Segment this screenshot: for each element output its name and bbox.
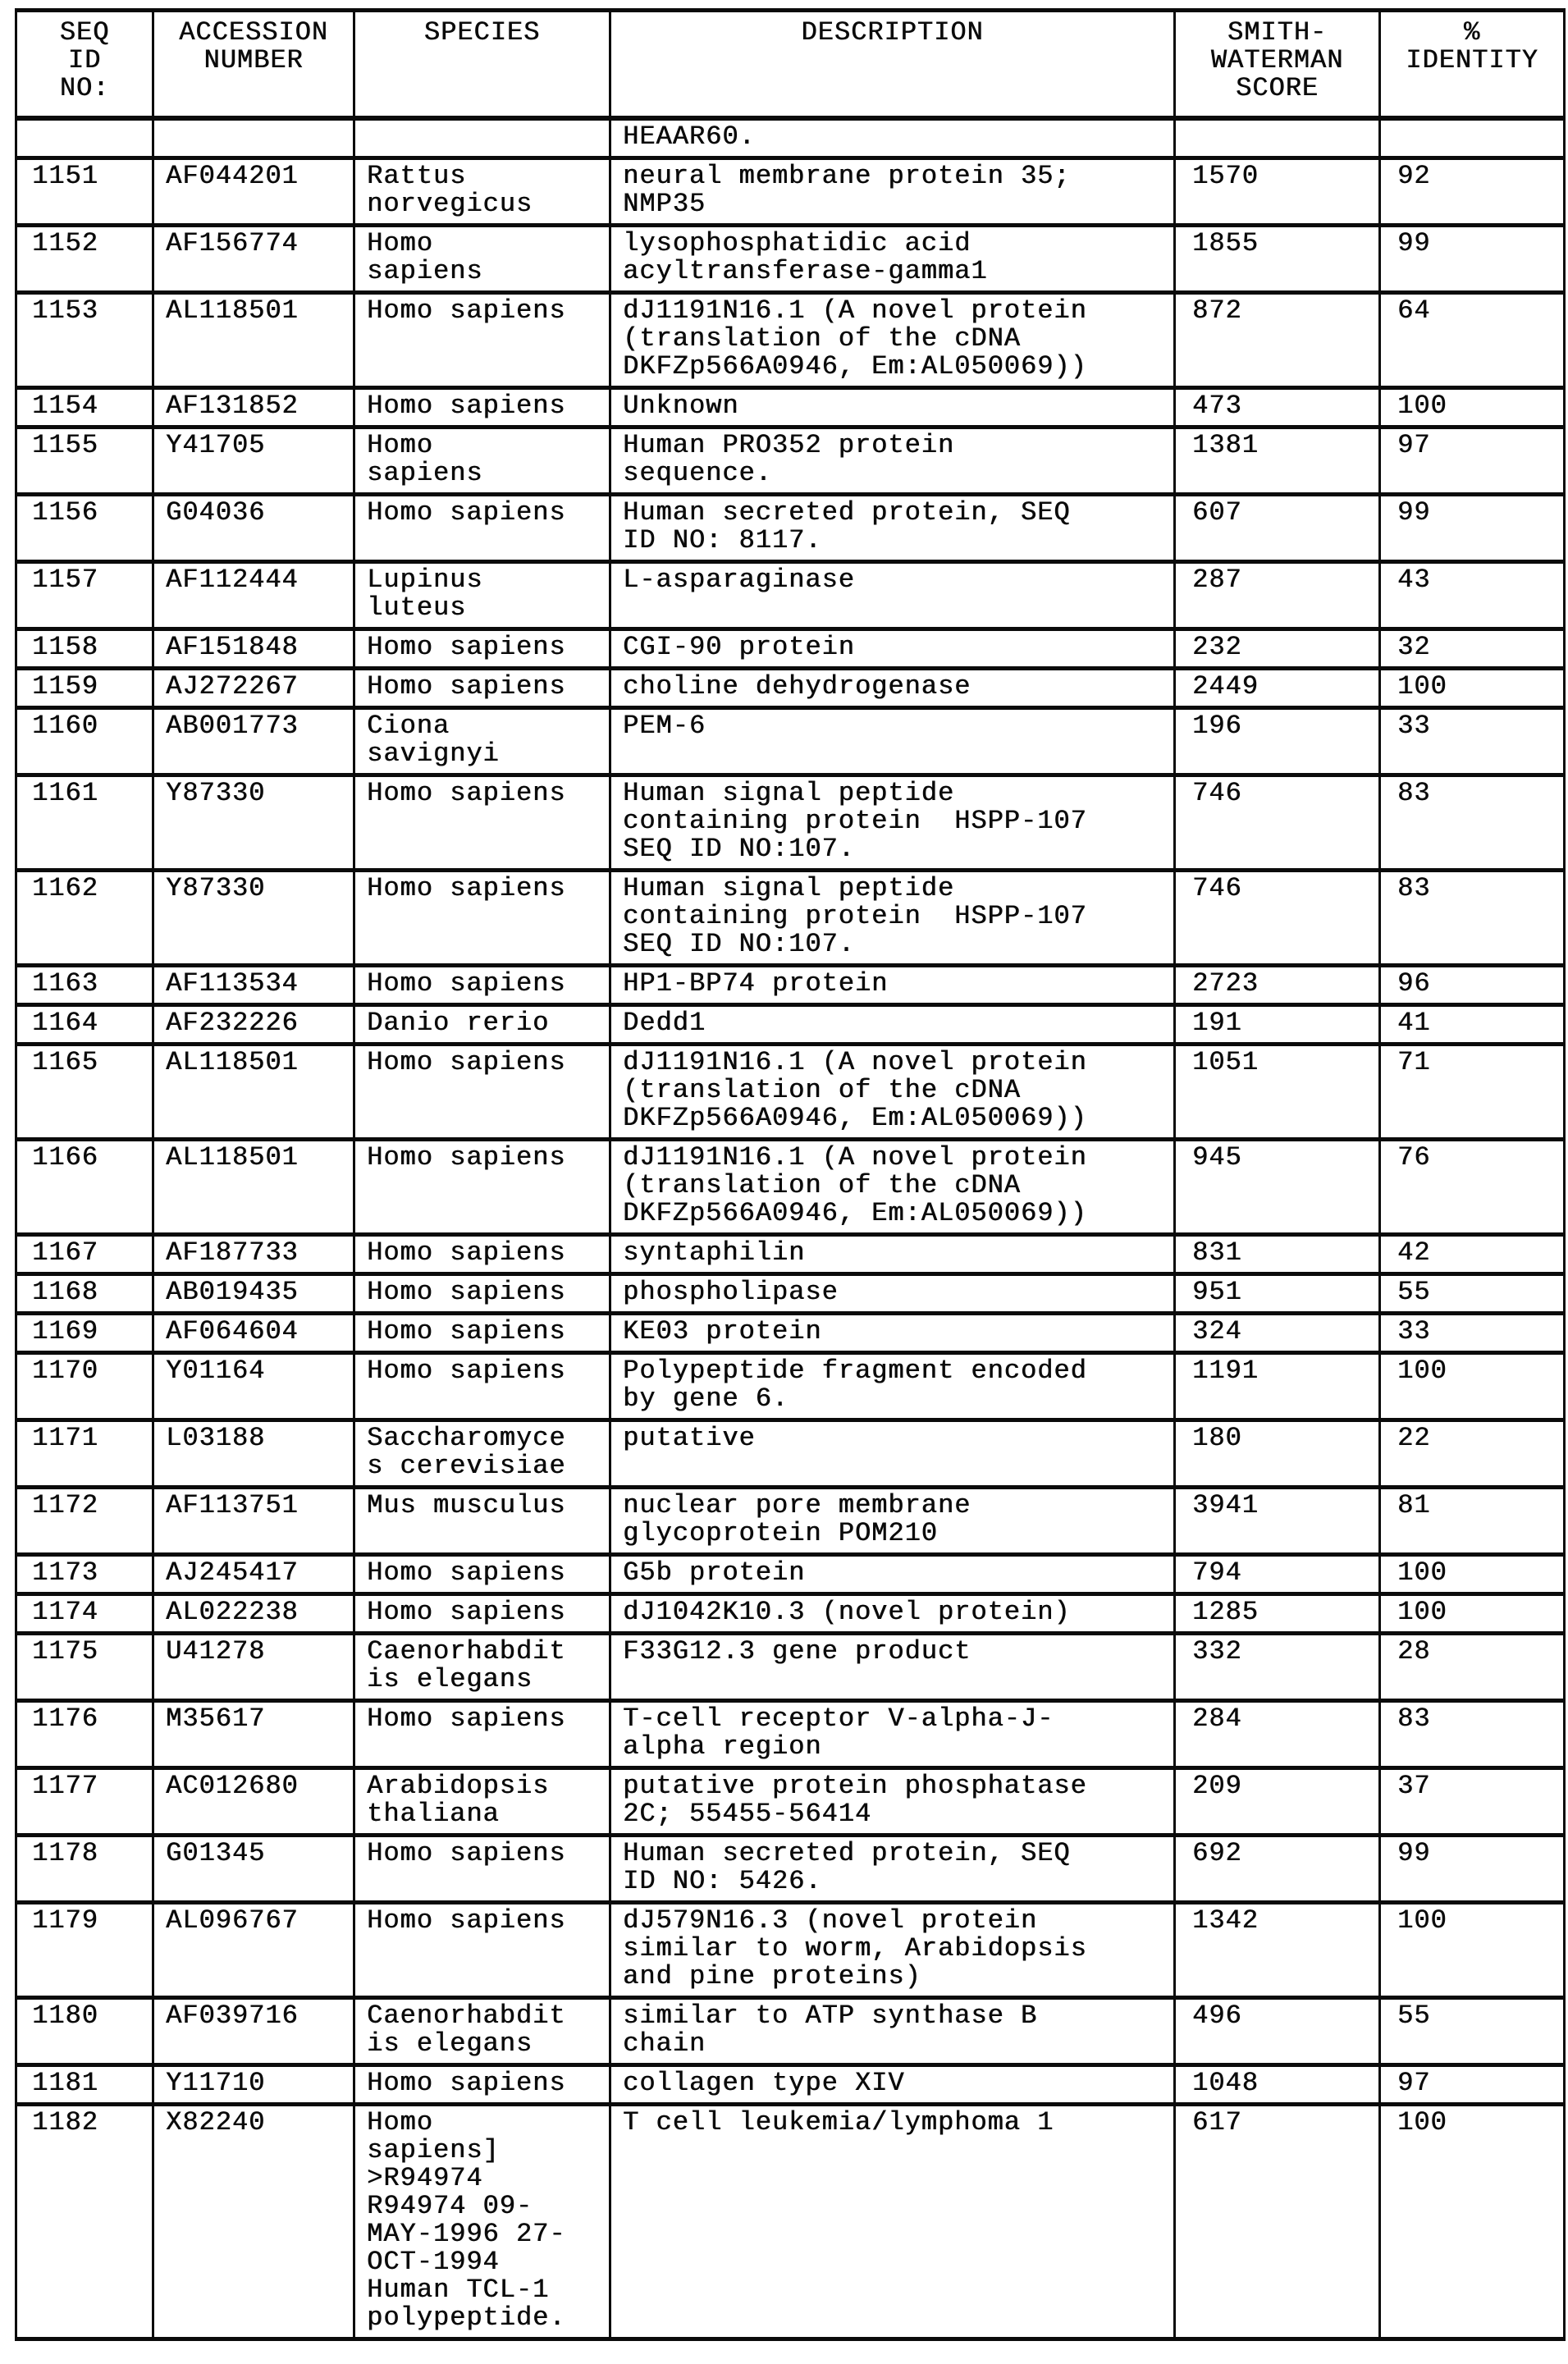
- cell-species: Homo sapiens: [354, 1235, 610, 1274]
- cell-description: G5b protein: [610, 1555, 1175, 1594]
- cell-species: Homo sapiens: [354, 2065, 610, 2105]
- table-row: [16, 1488, 1565, 1555]
- cell-accession: AF131852: [153, 388, 354, 428]
- cell-accession: AF064604: [153, 1314, 354, 1353]
- cell-identity: 83: [1380, 871, 1565, 966]
- cell-identity: 99: [1380, 1836, 1565, 1903]
- cell-species: Ciona savignyi: [354, 708, 610, 775]
- cell-accession: X82240: [153, 2105, 354, 2339]
- table-row: [16, 1634, 1565, 1701]
- table-row: [16, 388, 1565, 428]
- table-header: [16, 11, 1565, 119]
- cell-description: collagen type XIV: [610, 2065, 1175, 2105]
- cell-score: 617: [1175, 2105, 1380, 2339]
- cell-score: 2723: [1175, 966, 1380, 1005]
- cell-seq_id: 1160: [16, 708, 153, 775]
- cell-seq_id: 1177: [16, 1768, 153, 1836]
- cell-score: 209: [1175, 1768, 1380, 1836]
- cell-accession: Y11710: [153, 2065, 354, 2105]
- cell-description: similar to ATP synthase B chain: [610, 1998, 1175, 2065]
- cell-species: Homo sapiens: [354, 1555, 610, 1594]
- cell-identity: 100: [1380, 1555, 1565, 1594]
- table-row: [16, 2065, 1565, 2105]
- cell-accession: L03188: [153, 1420, 354, 1488]
- column-header-score: SMITH- WATERMAN SCORE: [1175, 11, 1380, 119]
- cell-identity: 43: [1380, 562, 1565, 629]
- cell-accession: G01345: [153, 1836, 354, 1903]
- cell-seq_id: 1179: [16, 1903, 153, 1998]
- cell-identity: 33: [1380, 1314, 1565, 1353]
- cell-species: Homo sapiens: [354, 495, 610, 562]
- table-row: [16, 1274, 1565, 1314]
- cell-seq_id: 1167: [16, 1235, 153, 1274]
- cell-description: Human signal peptide containing protein HSPP-107 SEQ ID NO:107.: [610, 775, 1175, 871]
- table-row: [16, 1836, 1565, 1903]
- cell-description: dJ579N16.3 (novel protein similar to worm, Arabidopsis and pine proteins): [610, 1903, 1175, 1998]
- cell-score: 2449: [1175, 669, 1380, 708]
- table-row: [16, 1903, 1565, 1998]
- cell-seq_id: 1152: [16, 226, 153, 293]
- cell-seq_id: 1171: [16, 1420, 153, 1488]
- cell-seq_id: 1182: [16, 2105, 153, 2339]
- cell-accession: AJ245417: [153, 1555, 354, 1594]
- cell-seq_id: 1157: [16, 562, 153, 629]
- table-row: [16, 1768, 1565, 1836]
- table-row: [16, 1140, 1565, 1235]
- cell-seq_id: 1168: [16, 1274, 153, 1314]
- cell-seq_id: 1164: [16, 1005, 153, 1045]
- cell-identity: 100: [1380, 388, 1565, 428]
- cell-seq_id: 1173: [16, 1555, 153, 1594]
- cell-score: 746: [1175, 775, 1380, 871]
- table-row: [16, 428, 1565, 495]
- table-header-row: [16, 11, 1565, 119]
- cell-description: PEM-6: [610, 708, 1175, 775]
- sequence-homology-table: [15, 8, 1566, 2341]
- table-row: [16, 1235, 1565, 1274]
- cell-identity: 28: [1380, 1634, 1565, 1701]
- table-row: [16, 1314, 1565, 1353]
- cell-accession: Y87330: [153, 871, 354, 966]
- cell-description: Polypeptide fragment encoded by gene 6.: [610, 1353, 1175, 1420]
- cell-identity: 97: [1380, 428, 1565, 495]
- cell-description: T-cell receptor V-alpha-J- alpha region: [610, 1701, 1175, 1768]
- cell-description: syntaphilin: [610, 1235, 1175, 1274]
- cell-accession: AF156774: [153, 226, 354, 293]
- cell-identity: 99: [1380, 226, 1565, 293]
- cell-score: 232: [1175, 629, 1380, 669]
- cell-seq_id: 1181: [16, 2065, 153, 2105]
- cell-species: Homo sapiens: [354, 1836, 610, 1903]
- cell-score: 287: [1175, 562, 1380, 629]
- cell-species: Caenorhabdit is elegans: [354, 1998, 610, 2065]
- cell-identity: 83: [1380, 775, 1565, 871]
- cell-species: Rattus norvegicus: [354, 158, 610, 226]
- table-row: [16, 1005, 1565, 1045]
- table-row: [16, 118, 1565, 158]
- cell-species: Lupinus luteus: [354, 562, 610, 629]
- cell-species: Homo sapiens: [354, 1140, 610, 1235]
- table-row: [16, 1555, 1565, 1594]
- cell-species: [354, 118, 610, 158]
- cell-score: 473: [1175, 388, 1380, 428]
- table-row: [16, 629, 1565, 669]
- cell-species: Homo sapiens: [354, 1903, 610, 1998]
- table-row: [16, 1420, 1565, 1488]
- cell-species: Saccharomyce s cerevisiae: [354, 1420, 610, 1488]
- cell-score: 191: [1175, 1005, 1380, 1045]
- cell-species: Homo sapiens: [354, 629, 610, 669]
- cell-seq_id: 1175: [16, 1634, 153, 1701]
- cell-accession: AJ272267: [153, 669, 354, 708]
- cell-accession: AL022238: [153, 1594, 354, 1634]
- table-row: [16, 293, 1565, 388]
- cell-identity: 33: [1380, 708, 1565, 775]
- cell-description: Human PRO352 protein sequence.: [610, 428, 1175, 495]
- table-row: [16, 495, 1565, 562]
- table-row: [16, 871, 1565, 966]
- cell-accession: AF112444: [153, 562, 354, 629]
- cell-score: 180: [1175, 1420, 1380, 1488]
- cell-identity: 41: [1380, 1005, 1565, 1045]
- cell-description: KE03 protein: [610, 1314, 1175, 1353]
- cell-species: Homo sapiens: [354, 428, 610, 495]
- cell-description: T cell leukemia/lymphoma 1: [610, 2105, 1175, 2339]
- cell-description: Dedd1: [610, 1005, 1175, 1045]
- table-row: [16, 669, 1565, 708]
- cell-score: 1048: [1175, 2065, 1380, 2105]
- cell-species: Homo sapiens: [354, 293, 610, 388]
- cell-seq_id: 1163: [16, 966, 153, 1005]
- cell-seq_id: 1151: [16, 158, 153, 226]
- cell-seq_id: 1159: [16, 669, 153, 708]
- cell-species: Homo sapiens: [354, 1045, 610, 1140]
- cell-score: 945: [1175, 1140, 1380, 1235]
- cell-score: 872: [1175, 293, 1380, 388]
- cell-species: Homo sapiens: [354, 966, 610, 1005]
- cell-identity: 83: [1380, 1701, 1565, 1768]
- cell-identity: 71: [1380, 1045, 1565, 1140]
- cell-description: Human secreted protein, SEQ ID NO: 8117.: [610, 495, 1175, 562]
- cell-description: lysophosphatidic acid acyltransferase-gamma1: [610, 226, 1175, 293]
- cell-score: [1175, 118, 1380, 158]
- cell-accession: AB001773: [153, 708, 354, 775]
- cell-identity: 100: [1380, 669, 1565, 708]
- table-row: [16, 1701, 1565, 1768]
- cell-seq_id: 1156: [16, 495, 153, 562]
- cell-seq_id: 1162: [16, 871, 153, 966]
- cell-species: Homo sapiens: [354, 1701, 610, 1768]
- cell-score: 1570: [1175, 158, 1380, 226]
- table-row: [16, 158, 1565, 226]
- column-header-accession: ACCESSION NUMBER: [153, 11, 354, 119]
- cell-accession: M35617: [153, 1701, 354, 1768]
- table-row: [16, 562, 1565, 629]
- cell-accession: AF151848: [153, 629, 354, 669]
- cell-accession: AF187733: [153, 1235, 354, 1274]
- cell-description: Human signal peptide containing protein HSPP-107 SEQ ID NO:107.: [610, 871, 1175, 966]
- cell-accession: AC012680: [153, 1768, 354, 1836]
- cell-accession: U41278: [153, 1634, 354, 1701]
- cell-identity: 22: [1380, 1420, 1565, 1488]
- cell-description: HEAAR60.: [610, 118, 1175, 158]
- cell-identity: 55: [1380, 1274, 1565, 1314]
- cell-description: phospholipase: [610, 1274, 1175, 1314]
- cell-accession: AF039716: [153, 1998, 354, 2065]
- cell-description: dJ1191N16.1 (A novel protein (translation of the cDNA DKFZp566A0946, Em:AL050069)): [610, 1140, 1175, 1235]
- cell-score: 196: [1175, 708, 1380, 775]
- cell-accession: AF113751: [153, 1488, 354, 1555]
- table-row: [16, 708, 1565, 775]
- cell-score: 1855: [1175, 226, 1380, 293]
- cell-score: 324: [1175, 1314, 1380, 1353]
- cell-description: dJ1191N16.1 (A novel protein (translation of the cDNA DKFZp566A0946, Em:AL050069)): [610, 293, 1175, 388]
- cell-identity: 42: [1380, 1235, 1565, 1274]
- cell-species: Homo sapiens: [354, 388, 610, 428]
- cell-identity: 81: [1380, 1488, 1565, 1555]
- table-row: [16, 2105, 1565, 2339]
- table-row: [16, 1045, 1565, 1140]
- cell-score: 794: [1175, 1555, 1380, 1594]
- cell-description: CGI-90 protein: [610, 629, 1175, 669]
- cell-seq_id: 1176: [16, 1701, 153, 1768]
- cell-score: 692: [1175, 1836, 1380, 1903]
- cell-identity: 100: [1380, 2105, 1565, 2339]
- cell-accession: AF044201: [153, 158, 354, 226]
- cell-seq_id: 1153: [16, 293, 153, 388]
- cell-description: nuclear pore membrane glycoprotein POM210: [610, 1488, 1175, 1555]
- cell-identity: 100: [1380, 1353, 1565, 1420]
- cell-identity: 99: [1380, 495, 1565, 562]
- cell-species: Mus musculus: [354, 1488, 610, 1555]
- cell-description: dJ1042K10.3 (novel protein): [610, 1594, 1175, 1634]
- cell-accession: AL118501: [153, 1045, 354, 1140]
- cell-identity: 76: [1380, 1140, 1565, 1235]
- cell-score: 746: [1175, 871, 1380, 966]
- cell-score: 332: [1175, 1634, 1380, 1701]
- cell-species: Homo sapiens: [354, 669, 610, 708]
- cell-identity: 37: [1380, 1768, 1565, 1836]
- cell-description: putative protein phosphatase 2C; 55455-56414: [610, 1768, 1175, 1836]
- cell-identity: 97: [1380, 2065, 1565, 2105]
- cell-identity: 100: [1380, 1903, 1565, 1998]
- cell-accession: AF232226: [153, 1005, 354, 1045]
- cell-species: Homo sapiens: [354, 1594, 610, 1634]
- cell-accession: AB019435: [153, 1274, 354, 1314]
- cell-accession: AL096767: [153, 1903, 354, 1998]
- cell-score: 1342: [1175, 1903, 1380, 1998]
- cell-score: 1381: [1175, 428, 1380, 495]
- cell-seq_id: 1158: [16, 629, 153, 669]
- cell-score: 1051: [1175, 1045, 1380, 1140]
- column-header-identity: % IDENTITY: [1380, 11, 1565, 119]
- cell-seq_id: 1166: [16, 1140, 153, 1235]
- cell-species: Homo sapiens: [354, 1274, 610, 1314]
- column-header-description: DESCRIPTION: [610, 11, 1175, 119]
- cell-seq_id: 1169: [16, 1314, 153, 1353]
- cell-seq_id: 1180: [16, 1998, 153, 2065]
- cell-seq_id: 1170: [16, 1353, 153, 1420]
- cell-species: Caenorhabdit is elegans: [354, 1634, 610, 1701]
- cell-score: 607: [1175, 495, 1380, 562]
- cell-description: putative: [610, 1420, 1175, 1488]
- table-body: [16, 118, 1565, 2339]
- column-header-species: SPECIES: [354, 11, 610, 119]
- cell-seq_id: [16, 118, 153, 158]
- cell-species: Homo sapiens: [354, 1353, 610, 1420]
- cell-species: Danio rerio: [354, 1005, 610, 1045]
- cell-accession: [153, 118, 354, 158]
- table-row: [16, 966, 1565, 1005]
- cell-accession: Y41705: [153, 428, 354, 495]
- table-row: [16, 226, 1565, 293]
- cell-score: 496: [1175, 1998, 1380, 2065]
- cell-score: 1191: [1175, 1353, 1380, 1420]
- cell-description: choline dehydrogenase: [610, 669, 1175, 708]
- cell-description: HP1-BP74 protein: [610, 966, 1175, 1005]
- cell-accession: AL118501: [153, 293, 354, 388]
- cell-score: 284: [1175, 1701, 1380, 1768]
- cell-species: Homo sapiens: [354, 1314, 610, 1353]
- cell-identity: 64: [1380, 293, 1565, 388]
- cell-description: Human secreted protein, SEQ ID NO: 5426.: [610, 1836, 1175, 1903]
- cell-seq_id: 1174: [16, 1594, 153, 1634]
- cell-seq_id: 1155: [16, 428, 153, 495]
- cell-description: L-asparaginase: [610, 562, 1175, 629]
- cell-species: Homo sapiens] >R94974 R94974 09- MAY-1996 27- OCT-1994 Human TCL-1 polypeptide.: [354, 2105, 610, 2339]
- cell-seq_id: 1161: [16, 775, 153, 871]
- table-row: [16, 1353, 1565, 1420]
- table-row: [16, 1594, 1565, 1634]
- cell-seq_id: 1154: [16, 388, 153, 428]
- cell-identity: [1380, 118, 1565, 158]
- cell-identity: 96: [1380, 966, 1565, 1005]
- cell-species: Homo sapiens: [354, 775, 610, 871]
- cell-identity: 92: [1380, 158, 1565, 226]
- cell-score: 3941: [1175, 1488, 1380, 1555]
- cell-identity: 55: [1380, 1998, 1565, 2065]
- cell-description: F33G12.3 gene product: [610, 1634, 1175, 1701]
- table-row: [16, 775, 1565, 871]
- cell-score: 1285: [1175, 1594, 1380, 1634]
- cell-identity: 100: [1380, 1594, 1565, 1634]
- cell-accession: Y87330: [153, 775, 354, 871]
- cell-accession: Y01164: [153, 1353, 354, 1420]
- cell-seq_id: 1178: [16, 1836, 153, 1903]
- cell-description: neural membrane protein 35; NMP35: [610, 158, 1175, 226]
- cell-species: Homo sapiens: [354, 871, 610, 966]
- table-row: [16, 1998, 1565, 2065]
- cell-accession: G04036: [153, 495, 354, 562]
- cell-description: dJ1191N16.1 (A novel protein (translation of the cDNA DKFZp566A0946, Em:AL050069)): [610, 1045, 1175, 1140]
- column-header-seq_id: SEQ ID NO:: [16, 11, 153, 119]
- cell-species: Homo sapiens: [354, 226, 610, 293]
- cell-score: 831: [1175, 1235, 1380, 1274]
- cell-identity: 32: [1380, 629, 1565, 669]
- cell-score: 951: [1175, 1274, 1380, 1314]
- cell-description: Unknown: [610, 388, 1175, 428]
- cell-accession: AL118501: [153, 1140, 354, 1235]
- cell-seq_id: 1165: [16, 1045, 153, 1140]
- cell-species: Arabidopsis thaliana: [354, 1768, 610, 1836]
- cell-accession: AF113534: [153, 966, 354, 1005]
- cell-seq_id: 1172: [16, 1488, 153, 1555]
